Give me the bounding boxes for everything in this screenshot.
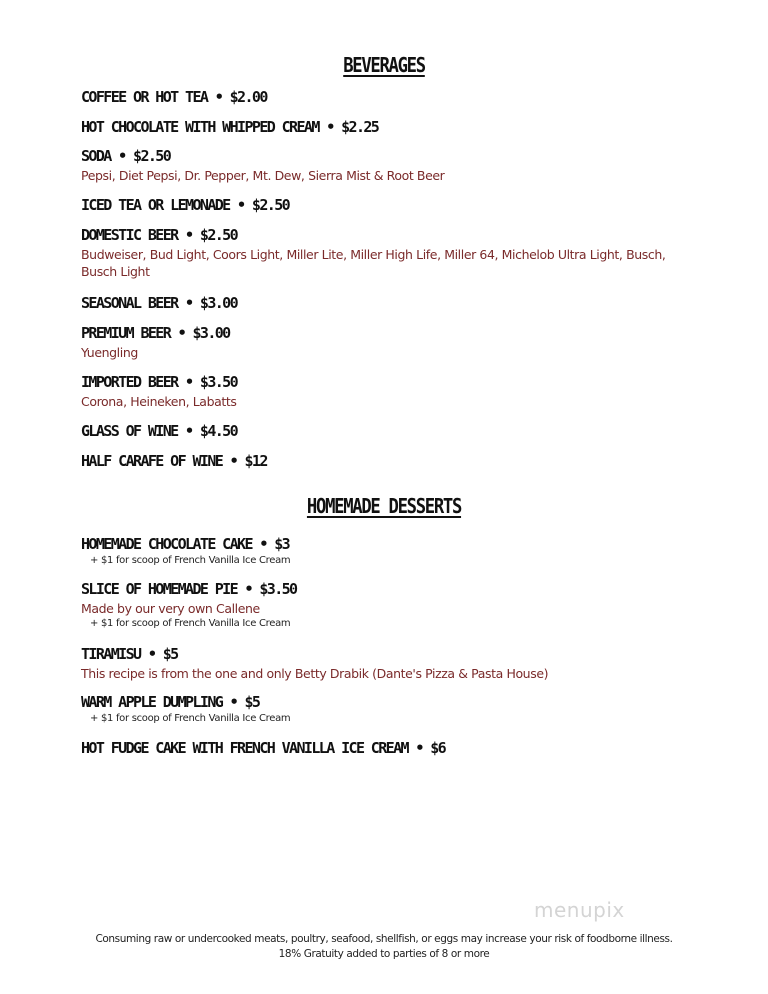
item-title: COFFEE OR HOT TEA • $2.00 bbox=[81, 88, 267, 106]
item-note: + $1 for scoop of French Vanilla Ice Cream bbox=[90, 555, 291, 566]
menu-item-imported-beer bbox=[81, 372, 701, 410]
item-description: Yuengling bbox=[81, 345, 138, 360]
item-title: HOMEMADE CHOCOLATE CAKE • $3 bbox=[81, 535, 290, 553]
menu-item-pie bbox=[81, 579, 701, 631]
menu-item-seasonal-beer bbox=[81, 293, 701, 313]
menu-item-premium-beer bbox=[81, 323, 701, 361]
menupix-watermark: menupix bbox=[534, 898, 625, 922]
menu-item-half-carafe bbox=[81, 451, 701, 471]
foodborne-warning: Consuming raw or undercooked meats, poultry, seafood, shellfish, or eggs may increase your risk of foodborne illness. bbox=[95, 933, 673, 945]
menu-item-chocolate-cake bbox=[81, 534, 701, 568]
item-title: DOMESTIC BEER • $2.50 bbox=[81, 226, 238, 244]
item-title: TIRAMISU • $5 bbox=[81, 645, 178, 663]
item-title: IMPORTED BEER • $3.50 bbox=[81, 373, 238, 391]
item-note: + $1 for scoop of French Vanilla Ice Cream bbox=[90, 618, 291, 629]
desserts-heading: HOMEMADE DESSERTS bbox=[306, 494, 462, 518]
item-description: Made by our very own Callene bbox=[81, 601, 260, 616]
item-title: HOT CHOCOLATE WITH WHIPPED CREAM • $2.25 bbox=[81, 118, 379, 136]
beverages-heading: BEVERAGES bbox=[343, 53, 425, 77]
item-title: ICED TEA OR LEMONADE • $2.50 bbox=[81, 196, 290, 214]
menu-item-soda bbox=[81, 146, 701, 184]
gratuity-note: 18% Gratuity added to parties of 8 or more bbox=[278, 948, 490, 960]
menu-item-tiramisu bbox=[81, 644, 701, 682]
footer-disclaimer bbox=[0, 932, 768, 962]
watermark-decoration bbox=[528, 878, 678, 888]
item-description: Budweiser, Bud Light, Coors Light, Miller Lite, Miller High Life, Miller 64, Michelob Ultra Light, Busch, Busch Light bbox=[81, 247, 666, 279]
item-title: HOT FUDGE CAKE WITH FRENCH VANILLA ICE CREAM • $6 bbox=[81, 739, 446, 757]
item-description: This recipe is from the one and only Betty Drabik (Dante's Pizza & Pasta House) bbox=[81, 666, 549, 681]
item-note: + $1 for scoop of French Vanilla Ice Cream bbox=[90, 713, 291, 724]
menu-item-glass-of-wine bbox=[81, 421, 701, 441]
menu-item-iced-tea bbox=[81, 195, 701, 215]
item-title: GLASS OF WINE • $4.50 bbox=[81, 422, 238, 440]
menu-item-hot-fudge-cake bbox=[81, 738, 701, 758]
menu-item-coffee bbox=[81, 87, 701, 107]
menu-item-domestic-beer bbox=[81, 225, 701, 280]
item-title: HALF CARAFE OF WINE • $12 bbox=[81, 452, 267, 470]
item-description: Pepsi, Diet Pepsi, Dr. Pepper, Mt. Dew, Sierra Mist & Root Beer bbox=[81, 168, 445, 183]
item-title: SODA • $2.50 bbox=[81, 147, 171, 165]
item-title: WARM APPLE DUMPLING • $5 bbox=[81, 693, 260, 711]
item-title: SEASONAL BEER • $3.00 bbox=[81, 294, 238, 312]
menu-item-hot-chocolate bbox=[81, 117, 701, 137]
item-description: Corona, Heineken, Labatts bbox=[81, 394, 237, 409]
menu-item-apple-dumpling bbox=[81, 692, 701, 726]
item-title: PREMIUM BEER • $3.00 bbox=[81, 324, 230, 342]
item-title: SLICE OF HOMEMADE PIE • $3.50 bbox=[81, 580, 297, 598]
